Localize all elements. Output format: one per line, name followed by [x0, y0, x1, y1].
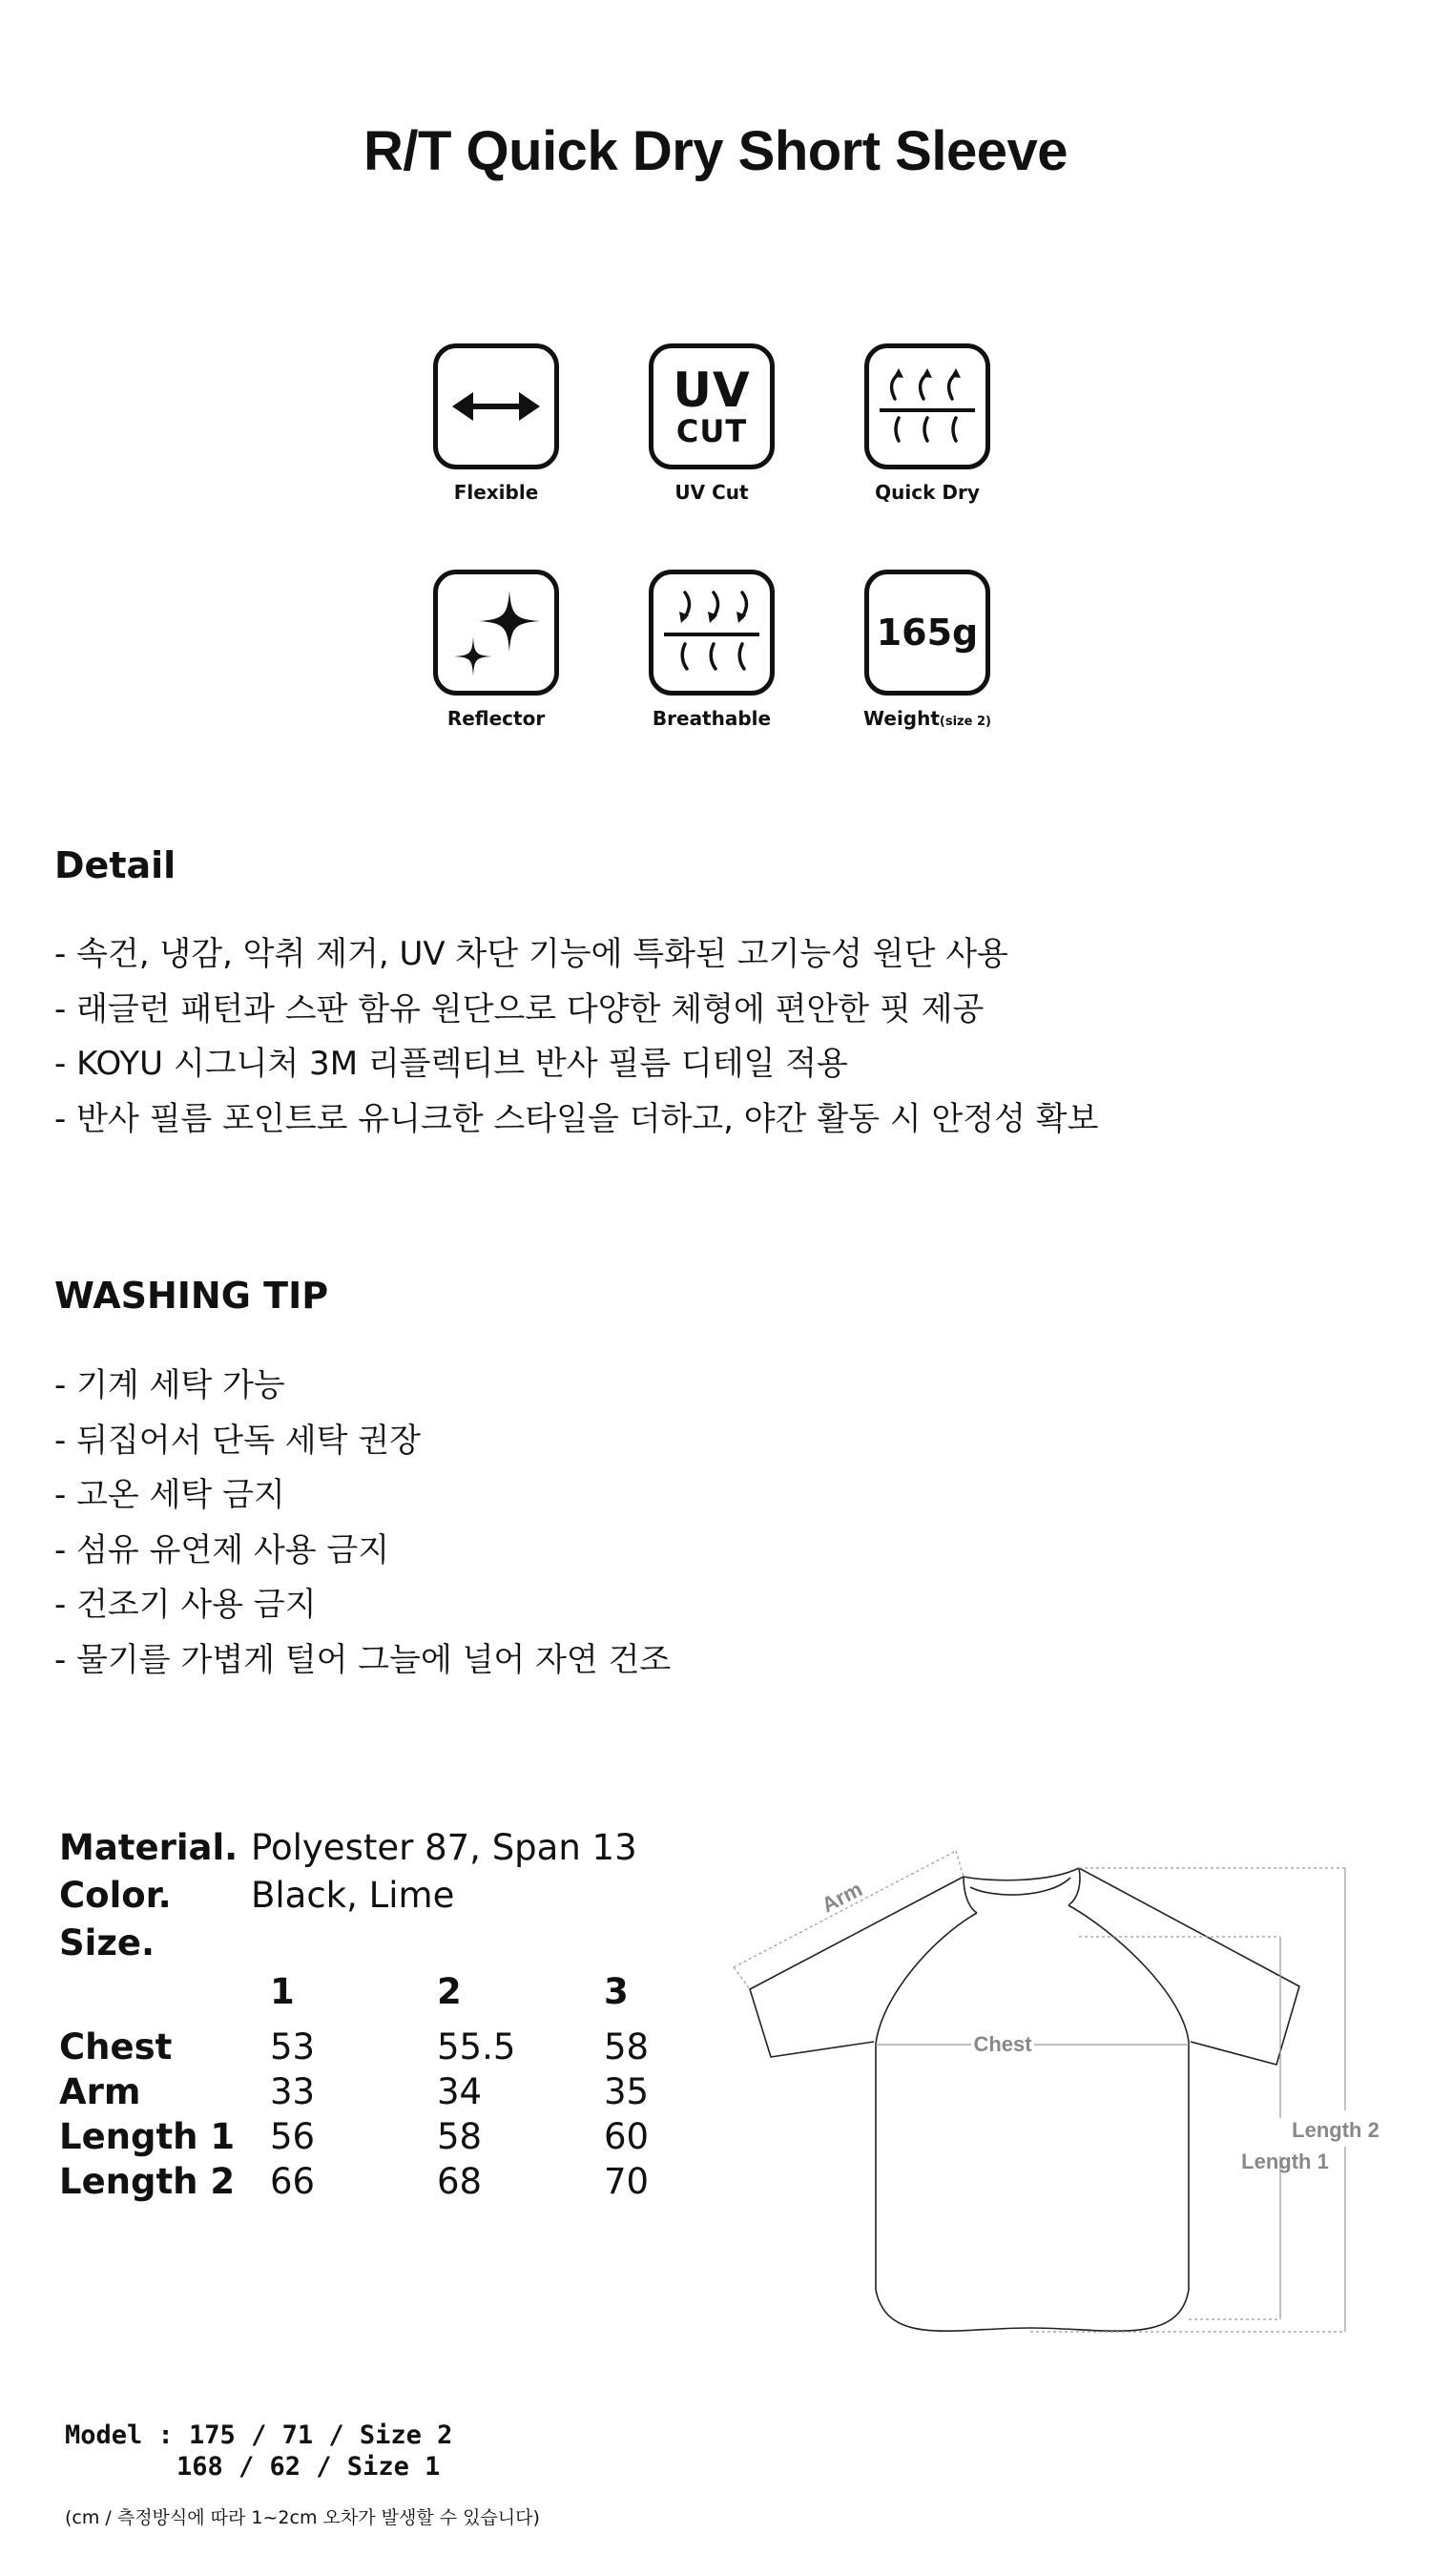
feature-label-note: (size 2): [939, 715, 991, 729]
uv-text: UV: [673, 363, 751, 418]
reflector-sparkle-icon: [433, 570, 559, 696]
feature-label: Flexible: [453, 481, 539, 504]
size-header-row: [0, 1969, 687, 2025]
length2-measure-label: Length 2: [1292, 2118, 1379, 2142]
washing-line: - 고온 세탁 금지: [54, 1476, 285, 1514]
row-label: Chest: [59, 2026, 173, 2067]
uv-cut-icon: [649, 343, 775, 469]
detail-line: - KOYU 시그니처 3M 리플렉티브 반사 필름 디테일 적용: [54, 1045, 848, 1083]
feature-label: Quick Dry: [875, 481, 980, 504]
cell-value: 55.5: [437, 2026, 516, 2067]
washing-list: [54, 1359, 671, 1688]
breathable-icon: [649, 570, 775, 696]
cell-value: 58: [437, 2116, 483, 2157]
page-title: R/T Quick Dry Short Sleeve: [363, 120, 1068, 182]
cell-value: 68: [437, 2161, 483, 2202]
color-label: Color.: [59, 1875, 172, 1916]
table-row: [0, 2114, 687, 2159]
measurement-lines: [876, 1868, 1345, 2332]
size-label: Size.: [59, 1922, 156, 1963]
cell-value: 33: [270, 2071, 316, 2112]
row-label: Length 2: [59, 2161, 236, 2202]
feature-uv-cut: [616, 343, 807, 504]
feature-label: UV Cut: [674, 481, 749, 504]
measurement-note: (cm / 측정방식에 따라 1~2cm 오차가 발생할 수 있습니다): [65, 2507, 540, 2528]
cell-value: 34: [437, 2071, 483, 2112]
model-line: Model : 175 / 71 / Size 2: [65, 2420, 453, 2450]
washing-line: - 물기를 가볍게 털어 그늘에 널어 자연 건조: [54, 1640, 672, 1679]
table-row: [0, 2159, 687, 2204]
detail-line: - 속건, 냉감, 악취 제거, UV 차단 기능에 특화된 고기능성 원단 사용: [54, 935, 1008, 973]
feature-label: Reflector: [446, 707, 546, 730]
washing-line: - 뒤집어서 단독 세탁 권장: [54, 1421, 421, 1460]
detail-list: [54, 927, 1098, 1147]
cell-value: 35: [604, 2071, 650, 2112]
feature-reflector: [401, 570, 591, 730]
arm-measure-label: Arm: [818, 1877, 866, 1918]
size-column-header: 2: [437, 1971, 462, 2012]
detail-heading: Detail: [54, 844, 176, 886]
color-value: Black, Lime: [251, 1875, 455, 1916]
model-line: 168 / 62 / Size 1: [176, 2452, 441, 2482]
material-value: Polyester 87, Span 13: [251, 1827, 637, 1868]
washing-line: - 섬유 유연제 사용 금지: [54, 1530, 390, 1569]
row-label: Length 1: [59, 2116, 236, 2157]
cell-value: 66: [270, 2161, 316, 2202]
washing-line: - 기계 세탁 가능: [54, 1366, 285, 1404]
cell-value: 60: [604, 2116, 650, 2157]
cell-value: 53: [270, 2026, 316, 2067]
table-row: [0, 2025, 687, 2069]
feature-weight: [832, 570, 1023, 730]
model-info: [65, 2420, 452, 2483]
cell-value: 56: [270, 2116, 316, 2157]
feature-breathable: [616, 570, 807, 730]
size-column-header: 1: [270, 1971, 295, 2012]
measurement-guides: [734, 1851, 1345, 2332]
table-row: [0, 2069, 687, 2114]
feature-label: Weight: [863, 707, 940, 730]
feature-label: Breathable: [652, 707, 772, 730]
weight-value: 165g: [876, 612, 979, 654]
size-column-header: 3: [604, 1971, 629, 2012]
cell-value: 70: [604, 2161, 650, 2202]
size-table: [0, 1969, 687, 2204]
tshirt-measurement-diagram: [725, 1841, 1393, 2347]
chest-measure-label: Chest: [973, 2032, 1032, 2056]
detail-line: - 반사 필름 포인트로 유니크한 스타일을 더하고, 야간 활동 시 안정성 확보: [54, 1099, 1099, 1138]
weight-icon: [864, 570, 990, 696]
flexible-arrows-icon: [433, 343, 559, 469]
quick-dry-icon: [864, 343, 990, 469]
washing-line: - 건조기 사용 금지: [54, 1586, 317, 1624]
cell-value: 58: [604, 2026, 650, 2067]
row-label: Arm: [59, 2071, 141, 2112]
material-label: Material.: [59, 1827, 238, 1868]
feature-quick-dry: [832, 343, 1023, 504]
tshirt-outline: [750, 1868, 1299, 2331]
cut-text: CUT: [675, 413, 748, 449]
feature-flexible: [401, 343, 591, 504]
detail-line: - 래글런 패턴과 스판 함유 원단으로 다양한 체형에 편안한 핏 제공: [54, 989, 985, 1028]
washing-heading: WASHING TIP: [54, 1275, 329, 1317]
length1-measure-label: Length 1: [1241, 2150, 1329, 2173]
